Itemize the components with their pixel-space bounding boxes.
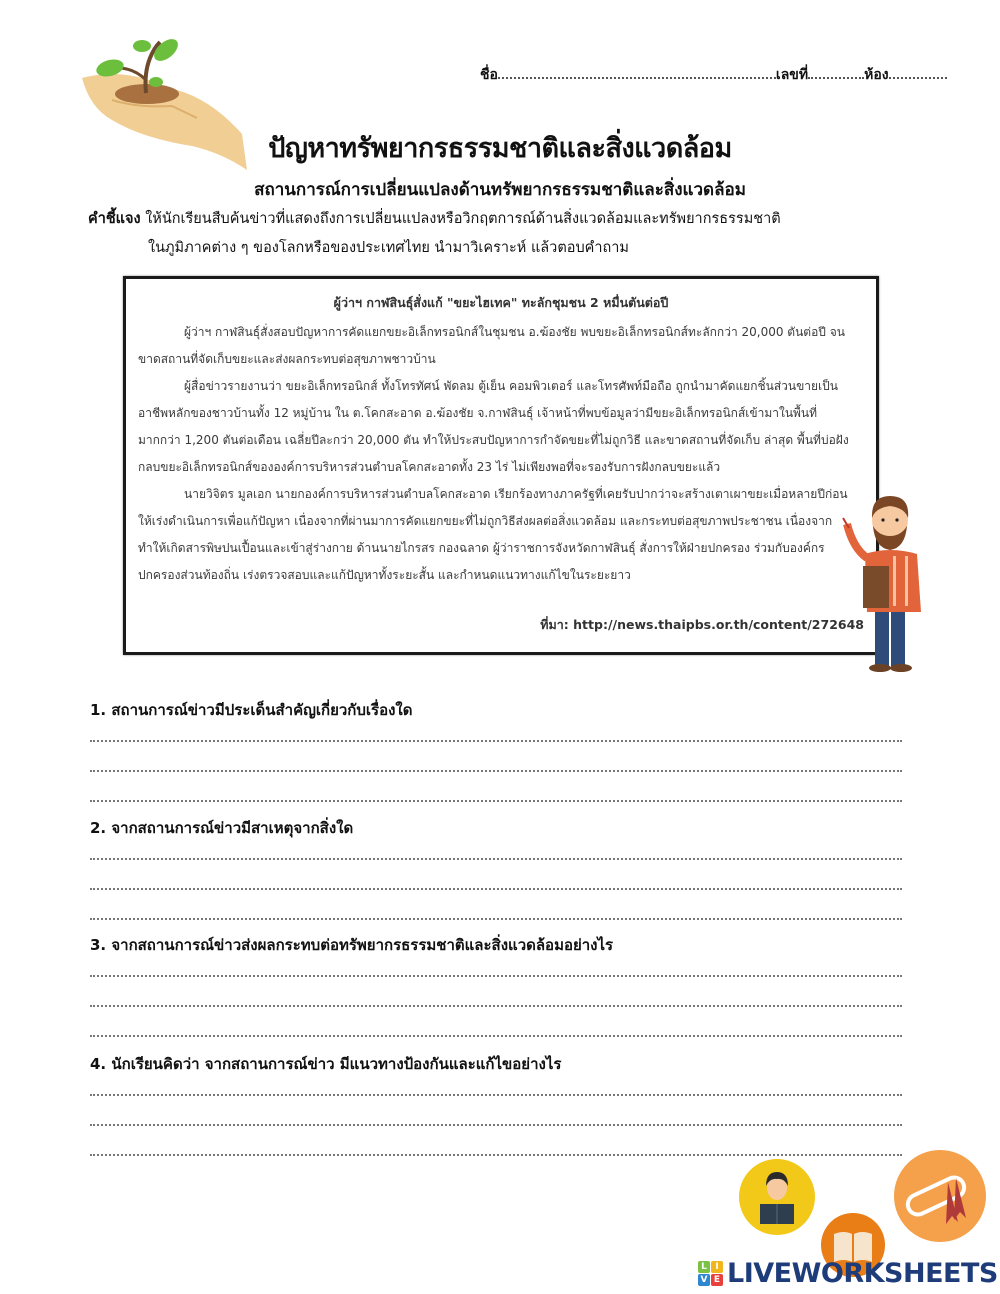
answer-line-2c[interactable] — [90, 918, 902, 920]
news-paragraph: ผู้ว่าฯ กาฬสินธุ์สั่งสอบปัญหาการคัดแยกขยะอิเล็กทรอนิกส์ในชุมชน อ.ฆ้องชัย พบขยะอิเล็กทรอนิกส์ทะลักกว่า 20,000 ตันต่อปี จนขาดสถานที่จัดเก็บขยะและส่งผลกระทบต่อสุขภาพชาวบ้าน — [138, 325, 845, 366]
instruction-line-2: ในภูมิภาคต่าง ๆ ของโลกหรือของประเทศไทย นำมาวิเคราะห์ แล้วตอบคำถาม — [148, 240, 629, 256]
room-label: ห้อง — [864, 67, 889, 83]
news-headline: ผู้ว่าฯ กาฬสินธุ์สั่งแก้ "ขยะไฮเทค" ทะลักชุมชน 2 หมื่นตันต่อปี — [333, 295, 669, 310]
student-reading-icon — [738, 1158, 816, 1236]
number-field[interactable] — [808, 67, 864, 79]
answer-line-2b[interactable] — [90, 888, 902, 890]
name-label: ชื่อ — [480, 67, 498, 83]
answer-line-1a[interactable] — [90, 740, 902, 742]
answer-line-3b[interactable] — [90, 1005, 902, 1007]
answer-line-2a[interactable] — [90, 858, 902, 860]
answer-line-4c[interactable] — [90, 1154, 902, 1156]
page-title-text: ปัญหาทรัพยากรธรรมชาติและสิ่งแวดล้อม — [268, 133, 732, 164]
room-field[interactable] — [889, 67, 947, 79]
logo-block-l: L — [698, 1261, 710, 1273]
name-field[interactable] — [498, 67, 776, 79]
question-4: 4. นักเรียนคิดว่า จากสถานการณ์ข่าว มีแนวทางป้องกันและแก้ไขอย่างไร — [90, 1055, 562, 1073]
news-paragraph: ผู้สื่อข่าวรายงานว่า ขยะอิเล็กทรอนิกส์ ทั้งโทรทัศน์ พัดลม ตู้เย็น คอมพิวเตอร์ และโทรศัพท์มือถือ ถูกนำมาคัดแยกชิ้นส่วนขายเป็นอาชีพหลักของชาวบ้านทั้ง 12 หมู่บ้าน ใน ต.โคกสะอาด อ.ฆ้องชัย จ.กาฬสินธุ์ เจ้าหน้าที่พบข้อมูลว่ามีขยะอิเล็กทรอนิกส์เข้ามาในพื้นที่มากกว่า 1,200 ตันต่อเดือน เฉลี่ยปีละกว่า 20,000 ตัน ทำให้ประสบปัญหาการกำจัดขยะที่ไม่ถูกวิธี และขาดสถานที่จัดเก็บ ล่าสุด พื้นที่บ่อฝังกลบขยะอิเล็กทรอนิกส์ขององค์การบริหารส่วนตำบลโคกสะอาดทั้ง 23 ไร่ ไม่เพียงพอที่จะรองรับการฝังกลบขยะแล้ว — [138, 379, 849, 474]
instructions — [88, 205, 888, 263]
page-title — [0, 126, 1000, 169]
liveworksheets-logo — [698, 1256, 998, 1290]
instruction-label: คำชี้แจง — [88, 211, 141, 227]
news-source: ที่มา: http://news.thaipbs.or.th/content/272648 — [540, 617, 864, 632]
news-article-box — [123, 276, 879, 655]
question-1: 1. สถานการณ์ข่าวมีประเด็นสำคัญเกี่ยวกับเรื่องใด — [90, 701, 413, 719]
number-label: เลขที่ — [775, 67, 809, 83]
instruction-line-1: ให้นักเรียนสืบค้นข่าวที่แสดงถึงการเปลี่ยนแปลงหรือวิกฤตการณ์ด้านสิ่งแวดล้อมและทรัพยากรธรรมชาติ — [145, 211, 781, 227]
question-2: 2. จากสถานการณ์ข่าวมีสาเหตุจากสิ่งใด — [90, 819, 354, 837]
teacher-illustration — [835, 488, 935, 674]
logo-block-e: E — [711, 1274, 723, 1286]
answer-line-1b[interactable] — [90, 770, 902, 772]
logo-block-i: I — [711, 1261, 723, 1273]
liveworksheets-logo-text: LIVEWORKSHEETS — [727, 1257, 998, 1289]
diploma-icon — [892, 1148, 988, 1244]
news-body — [138, 319, 858, 589]
live-blocks-icon — [698, 1261, 723, 1286]
news-paragraph: นายวิจิตร มูลเอก นายกองค์การบริหารส่วนตำบลโคกสะอาด เรียกร้องทางภาครัฐที่เคยรับปากว่าจะสร้างเตาเผาขยะเมื่อหลายปีก่อน ให้เร่งดำเนินการเพื่อแก้ปัญหา เนื่องจากที่ผ่านมาการคัดแยกขยะที่ไม่ถูกวิธีส่งผลต่อสิ่งแวดล้อม และกระทบต่อสุขภาพประชาชน เนื่องจากทำให้เกิดสารพิษปนเปื้อนและเข้าสู่ร่างกาย ด้านนายไกรสร กองฉลาด ผู้ว่าราชการจังหวัดกาฬสินธุ์ สั่งการให้ฝ่ายปกครอง ร่วมกับองค์กรปกครองส่วนท้องถิ่น เร่งตรวจสอบและแก้ปัญหาทั้งระยะสั้น และกำหนดแนวทางแก้ไขในระยะยาว — [138, 487, 848, 582]
answer-line-1c[interactable] — [90, 800, 902, 802]
answer-line-4a[interactable] — [90, 1094, 902, 1096]
answer-line-4b[interactable] — [90, 1124, 902, 1126]
answer-line-3c[interactable] — [90, 1035, 902, 1037]
student-info-line — [480, 64, 965, 86]
question-3: 3. จากสถานการณ์ข่าวส่งผลกระทบต่อทรัพยากรธรรมชาติและสิ่งแวดล้อมอย่างไร — [90, 936, 614, 954]
answer-line-3a[interactable] — [90, 975, 902, 977]
page-subtitle: สถานการณ์การเปลี่ยนแปลงด้านทรัพยากรธรรมชาติและสิ่งแวดล้อม — [254, 180, 746, 200]
logo-block-v: V — [698, 1274, 710, 1286]
